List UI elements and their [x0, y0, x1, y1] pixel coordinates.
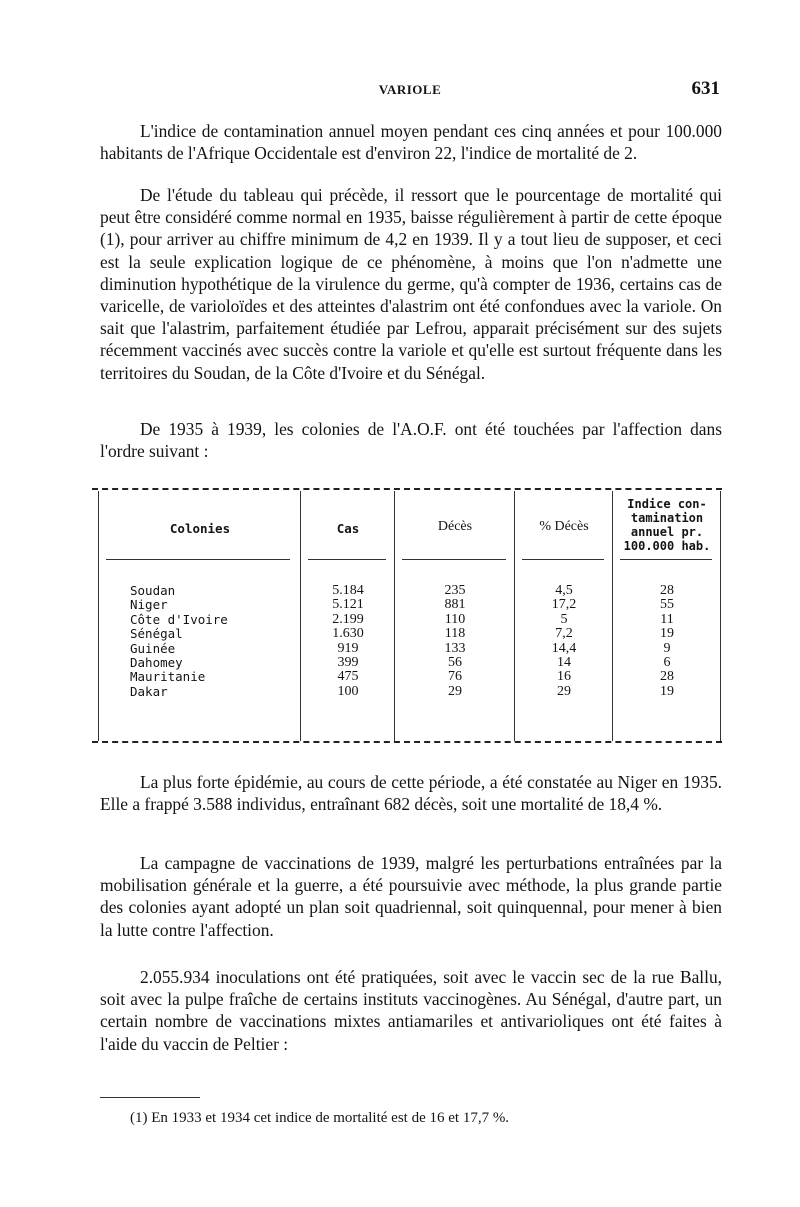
table-column-divider	[720, 491, 721, 741]
table-cell-indice: 55	[660, 597, 674, 613]
header-indice-line: annuel pr.	[630, 525, 704, 539]
column-indice	[614, 584, 720, 699]
table-cell-colonie: Sénégal	[130, 626, 183, 642]
table-column-divider	[514, 491, 515, 741]
table-cell-cas: 475	[337, 669, 359, 685]
table-cell-indice: 6	[663, 655, 671, 671]
page-number: 631	[691, 78, 720, 99]
paragraph-contamination-index	[100, 120, 722, 164]
table-cell-cas: 919	[337, 640, 359, 656]
column-pct-deces	[516, 584, 612, 699]
table-cell-pct: 16	[557, 669, 571, 685]
table-cell-pct: 14	[557, 655, 571, 671]
paragraph-inoculations	[100, 966, 722, 1055]
table-cell-cas: 2.199	[332, 611, 364, 627]
table-cell-deces: 235	[444, 583, 466, 598]
header-cas: Cas	[336, 521, 360, 536]
table-column-divider	[300, 491, 301, 741]
header-underline	[620, 559, 712, 560]
header-indice-line: tamination	[630, 511, 704, 525]
table-cell-cas: 5.184	[332, 583, 364, 598]
column-cas	[302, 584, 394, 699]
table-cell-pct: 14,4	[551, 640, 577, 656]
footnote: (1) En 1933 et 1934 cet indice de mortalité est de 16 et 17,7 %.	[130, 1110, 510, 1126]
running-title: VARIOLE	[378, 82, 442, 97]
footnote-rule	[100, 1097, 200, 1098]
table-cell-colonie: Dahomey	[130, 655, 183, 671]
table-column-divider	[612, 491, 613, 741]
header-underline	[402, 559, 506, 560]
table-cell-deces: 29	[448, 683, 462, 699]
table-cell-cas: 5.121	[332, 597, 364, 613]
column-deces	[396, 584, 514, 699]
table-cell-colonie: Mauritanie	[130, 669, 206, 685]
table-column-divider	[394, 491, 395, 741]
table-cell-colonie: Dakar	[130, 683, 168, 699]
table-cell-indice: 19	[660, 683, 674, 699]
table-bottom-rule	[92, 741, 722, 743]
table-cell-deces: 110	[444, 611, 466, 627]
colonies-table	[92, 481, 722, 749]
header-indice	[614, 497, 720, 553]
table-cell-pct: 5	[560, 611, 568, 627]
header-indice-line: 100.000 hab.	[623, 539, 711, 553]
table-cell-colonie: Niger	[130, 597, 168, 613]
table-cell-pct: 4,5	[555, 583, 573, 598]
table-cell-indice: 19	[660, 626, 674, 642]
paragraph-text: La campagne de vaccinations de 1939, malgré les perturbations entraînées par la mobilisation générale et la guerre, a été poursuivie avec méthode, la plus grande partie des colonies ayant adopté un plan soit quadriennal, soit quinquennal, pour mener à bien la lutte contre l'affection.	[100, 853, 722, 940]
header-underline	[308, 559, 386, 560]
paragraph-vaccination-campaign	[100, 852, 722, 941]
table-cell-deces: 118	[444, 626, 466, 642]
paragraph-text: 2.055.934 inoculations ont été pratiquées, soit avec le vaccin sec de la rue Ballu, soit avec la pulpe fraîche de certains instituts vaccinogènes. Au Sénégal, d'autre part, un certain nombre de vaccinations mixtes antiamariles et antivarioliques ont été faites à l'aide du vaccin de Peltier :	[100, 967, 722, 1054]
table-cell-indice: 9	[663, 640, 671, 656]
header-pct-deces: % Décès	[539, 519, 589, 534]
table-cell-deces: 56	[448, 655, 462, 671]
paragraph-text: De 1935 à 1939, les colonies de l'A.O.F. ont été touchées par l'affection dans l'ordre suivant :	[100, 419, 722, 462]
paragraph-text: De l'étude du tableau qui précède, il ressort que le pourcentage de mortalité qui peut être considéré comme normal en 1935, baisse régulièrement à partir de cette époque (1), pour arriver au chiffre minimum de 4,2 en 1939. Il y a tout lieu de supposer, et ceci est la seule explication logique de ce phénomène, à moins que l'on n'admette une diminution hypothétique de la virulence du germe, qu'à compter de 1936, certains cas de varicelle, de varioloïdes et des atteintes d'alastrim ont été confondues avec la variole. On sait que l'alastrim, parfaitement étudiée par Lefrou, apparait précisément sur des sujets récemment vaccinés avec succès contre la variole et qu'elle est surtout fréquente dans les territoires du Soudan, de la Côte d'Ivoire et du Sénégal.	[100, 185, 722, 383]
table-column-divider	[98, 491, 99, 741]
table-cell-indice: 11	[660, 611, 674, 627]
table-cell-indice: 28	[660, 583, 674, 598]
header-deces: Décès	[437, 519, 473, 534]
paragraph-text: L'indice de contamination annuel moyen pendant ces cinq années et pour 100.000 habitants de l'Afrique Occidentale est d'environ 22, l'indice de mortalité de 2.	[100, 121, 722, 164]
paragraph-text: La plus forte épidémie, au cours de cette période, a été constatée au Niger en 1935. Elle a frappé 3.588 individus, entraînant 682 décès, soit une mortalité de 18,4 %.	[100, 772, 722, 815]
table-cell-pct: 29	[557, 683, 571, 699]
table-cell-colonie: Soudan	[130, 583, 176, 598]
running-header	[100, 78, 720, 102]
header-indice-line: Indice con-	[627, 497, 707, 511]
table-cell-deces: 881	[444, 597, 466, 613]
table-cell-deces: 76	[448, 669, 462, 685]
table-cell-pct: 7,2	[555, 626, 573, 642]
table-cell-colonie: Guinée	[130, 640, 176, 656]
header-underline	[106, 559, 290, 560]
header-colonies: Colonies	[169, 521, 231, 536]
paragraph-niger-epidemic	[100, 771, 722, 815]
table-cell-colonie: Côte d'Ivoire	[130, 611, 228, 627]
table-cell-indice: 28	[660, 669, 674, 685]
table-cell-cas: 100	[337, 683, 359, 699]
table-cell-deces: 133	[444, 640, 466, 656]
table-cell-cas: 1.630	[332, 626, 364, 642]
column-colonies	[130, 584, 228, 699]
table-cell-pct: 17,2	[551, 597, 577, 613]
paragraph-table-intro	[100, 418, 722, 462]
paragraph-mortality-analysis	[100, 184, 722, 384]
header-underline	[522, 559, 604, 560]
table-cell-cas: 399	[337, 655, 359, 671]
table-top-rule	[92, 488, 722, 490]
